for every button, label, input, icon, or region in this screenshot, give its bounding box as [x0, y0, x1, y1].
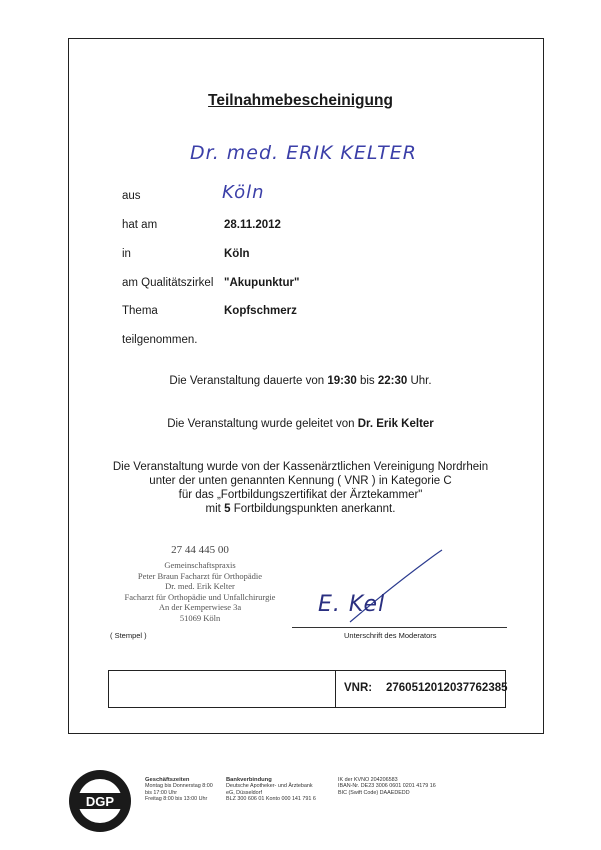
field-label-date: hat am — [122, 219, 158, 231]
footer-ids-line: BIC (Swift Code) DAAEDEDD — [338, 789, 410, 796]
duration-prefix: Die Veranstaltung dauerte von — [169, 375, 325, 387]
duration-suffix: Uhr. — [410, 375, 432, 387]
vnr-box — [108, 670, 506, 708]
footer-bank — [226, 777, 316, 802]
field-value-date: 28.11.2012 — [224, 219, 281, 231]
recognition-line-3: für das „Fortbildungszertifikat der Ärztekammer" — [178, 489, 423, 501]
field-label-location: in — [122, 248, 131, 260]
field-value-location: Köln — [224, 248, 250, 260]
duration-line — [0, 375, 601, 387]
footer-hours-line: Montag bis Donnerstag 8:00 — [145, 783, 213, 790]
recognition-points: 5 — [224, 503, 231, 515]
certificate-title: Teilnahmebescheinigung — [208, 92, 393, 109]
footer-bank-heading: Bankverbindung — [226, 777, 272, 783]
signature-stroke-image — [310, 548, 470, 630]
led-by-prefix: Die Veranstaltung wurde geleitet von — [167, 418, 355, 430]
stamp-line: Dr. med. Erik Kelter — [165, 581, 235, 591]
stamp-line: 51069 Köln — [179, 612, 221, 623]
recognition-points-prefix: mit — [205, 503, 221, 515]
field-label-circle: am Qualitätszirkel — [122, 277, 214, 289]
dgp-logo-text: DGP — [85, 794, 115, 809]
recognition-line-4 — [0, 503, 601, 515]
stamp-label: ( Stempel ) — [110, 631, 147, 640]
vnr-number: 2760512012037762385 — [386, 682, 508, 694]
footer-hours-line: Freitag 8:00 bis 13:00 Uhr — [145, 795, 208, 802]
stamp-line: Gemeinschaftspraxis — [164, 560, 236, 570]
signature-line — [292, 627, 507, 628]
duration-end: 22:30 — [377, 375, 408, 387]
led-by-name: Dr. Erik Kelter — [357, 418, 434, 430]
vnr-box-divider — [335, 671, 336, 707]
recognition-points-suffix: Fortbildungspunkten anerkannt. — [233, 503, 396, 515]
stamp-line: Peter Braun Facharzt für Orthopädie — [137, 570, 263, 581]
stamp-line: Facharzt für Orthopädie und Unfallchirurgie — [124, 591, 276, 602]
footer-bank-line: Deutsche Apotheker- und Ärztebank — [226, 783, 313, 790]
footer-hours-heading: Geschäftszeiten — [145, 777, 190, 783]
footer-hours — [145, 777, 213, 802]
stamp-block — [110, 560, 290, 623]
field-label-topic: Thema — [122, 305, 158, 317]
vnr-label: VNR: — [344, 682, 373, 694]
recognition-line-1: Die Veranstaltung wurde von der Kassenärztlichen Vereinigung Nordrhein — [112, 461, 489, 473]
led-by-line — [0, 418, 601, 430]
signature-label: Unterschrift des Moderators — [344, 631, 437, 640]
footer-bank-line: BLZ 300 606 01 Konto 000 141 791 6 — [226, 795, 316, 802]
field-label-aus: aus — [122, 190, 141, 202]
field-value-topic: Kopfschmerz — [224, 305, 297, 317]
footer-bank-line: eG, Düsseldorf — [226, 789, 262, 796]
field-value-aus-handwritten: Köln — [222, 182, 265, 203]
stamp-number: 27 44 445 00 — [171, 544, 229, 556]
participated-text: teilgenommen. — [122, 334, 198, 346]
duration-start: 19:30 — [327, 375, 357, 387]
signature-handwritten: E. Kel — [318, 592, 386, 617]
footer-ids-line: IK der KVNO 204206583 — [338, 777, 398, 783]
field-value-circle: "Akupunktur" — [224, 277, 300, 289]
footer-ids — [338, 777, 436, 796]
participant-name-handwritten: Dr. med. ERIK KELTER — [190, 142, 417, 164]
stamp-line: An der Kemperwiese 3a — [158, 602, 242, 612]
footer-ids-line: IBAN-Nr. DE23 3006 0601 0201 4179 16 — [338, 783, 436, 790]
duration-mid: bis — [359, 375, 375, 387]
dgp-logo-icon — [67, 768, 133, 834]
footer-hours-line: bis 17:00 Uhr — [145, 789, 178, 796]
recognition-line-2: unter der unten genannten Kennung ( VNR ) in Kategorie C — [149, 475, 452, 487]
